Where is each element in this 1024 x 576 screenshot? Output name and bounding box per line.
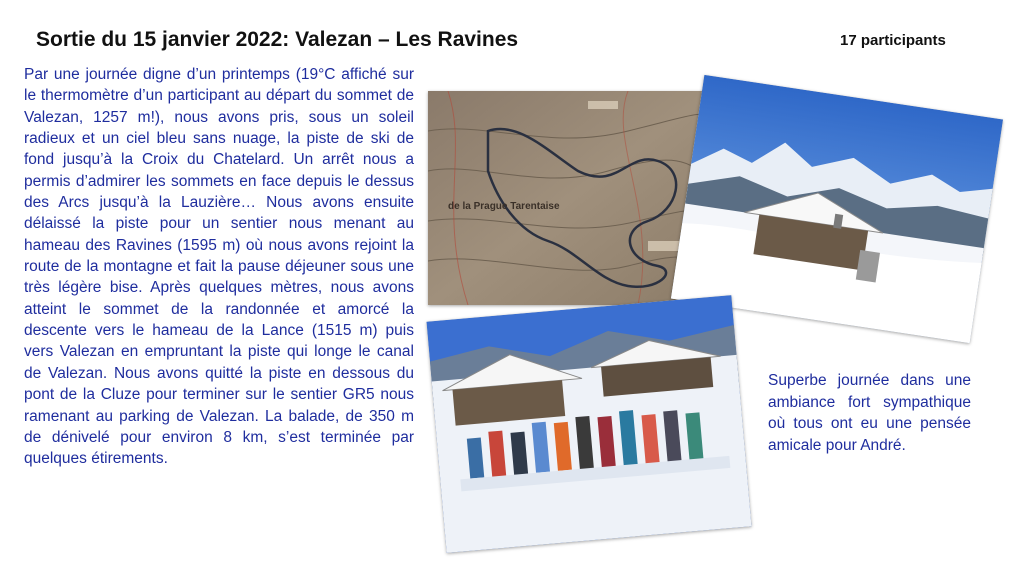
page-title: Sortie du 15 janvier 2022: Valezan – Les Ravines bbox=[36, 28, 519, 51]
participants-count: 17 participants bbox=[840, 32, 946, 49]
closing-caption: Superbe journée dans une ambiance fort sympathique où tous ont eu une pensée amicale pour André. bbox=[768, 372, 971, 454]
trail-map-photo bbox=[428, 91, 712, 305]
map-lettering: de la Prague Tarentaise bbox=[448, 201, 560, 212]
outing-description: Par une journée digne d’un printemps (19°C affiché sur le thermomètre d’un participant au départ du sommet de Valezan, 1257 m!), nous avons pris, sous un soleil radieux et un ciel bleu sans nuage, la piste de ski de fond jusqu’à la Croix du Chatelard. Un arrêt nous a permis d’admirer les sommets en face depuis le dessus des Arcs jusqu’à la Lauzière… Nous avons ensuite délaissé la piste pour un sentier nous menant au hameau des Ravines (1595 m) où nous avons rejoint la route de la montagne et fait la pause déjeuner sous une très légère bise. Après quelques mètres, nous avons atteint le sommet de la randonnée et amorcé la descente vers le hameau de la Lance (1515 m) puis vers Valezan en empruntant la piste qui longe le canal de Valezan. Nous avons quitté la piste en dessous du pont de la Cluze pour terminer sur le sentier GR5 nous ramenant au parking de Valezan. La balade, de 350 m de dénivelé pour environ 8 km, s’est terminée par quelques étirements. bbox=[24, 66, 414, 468]
group-photo bbox=[426, 295, 751, 553]
